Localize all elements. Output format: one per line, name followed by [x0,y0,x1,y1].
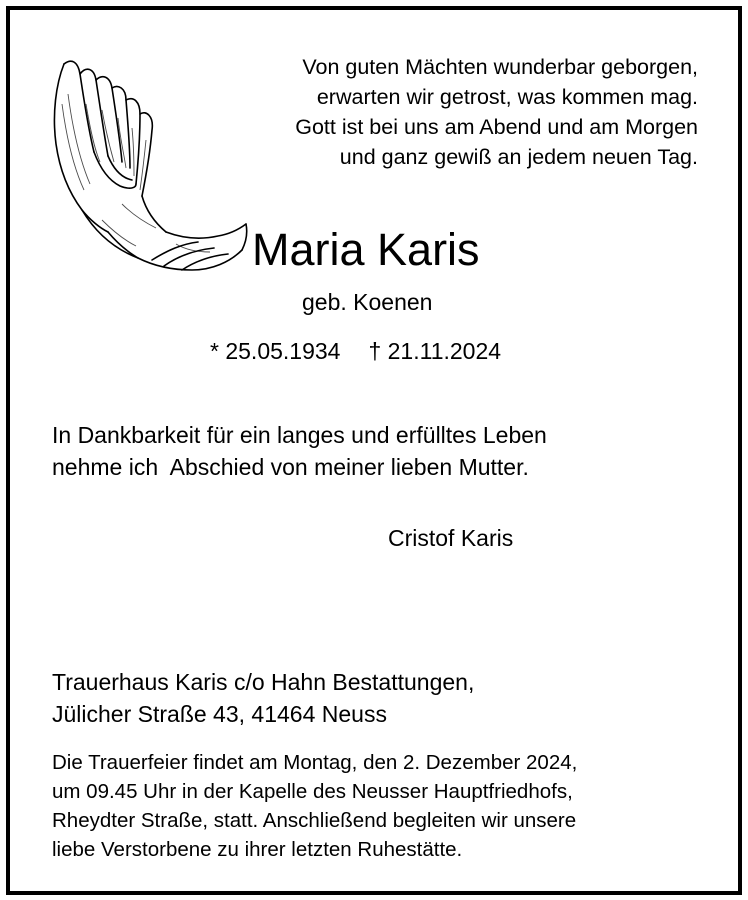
thanks-text [52,419,547,483]
obituary-notice [6,6,742,895]
service-details [52,748,577,864]
birth-name: geb. Koenen [302,289,433,315]
praying-hands-icon [42,44,248,284]
service-line: liebe Verstorbene zu ihrer letzten Ruhestätte. [52,838,463,861]
signer-name: Cristof Karis [388,525,514,551]
poem-line: Gott ist bei uns am Abend und am Morgen [295,115,698,139]
birth-date: * 25.05.1934 [210,338,341,364]
thanks-line: nehme ich Abschied von meiner lieben Mutter. [52,454,529,480]
address-line: Jülicher Straße 43, 41464 Neuss [52,701,387,727]
poem-line: Von guten Mächten wunderbar geborgen, [302,55,698,79]
life-dates [210,336,501,366]
death-date: † 21.11.2024 [368,338,502,364]
service-line: Rheydter Straße, statt. Anschließend begleiten wir unsere [52,809,577,832]
thanks-line: In Dankbarkeit für ein langes und erfülltes Leben [52,422,547,448]
mourning-address [52,666,474,730]
poem-line: und ganz gewiß an jedem neuen Tag. [339,145,698,169]
deceased-name: Maria Karis [252,224,480,275]
service-line: um 09.45 Uhr in der Kapelle des Neusser Hauptfriedhofs, [52,780,573,803]
poem [295,52,698,172]
service-line: Die Trauerfeier findet am Montag, den 2. Dezember 2024, [52,751,578,774]
address-line: Trauerhaus Karis c/o Hahn Bestattungen, [52,669,475,695]
poem-line: erwarten wir getrost, was kommen mag. [316,85,698,109]
